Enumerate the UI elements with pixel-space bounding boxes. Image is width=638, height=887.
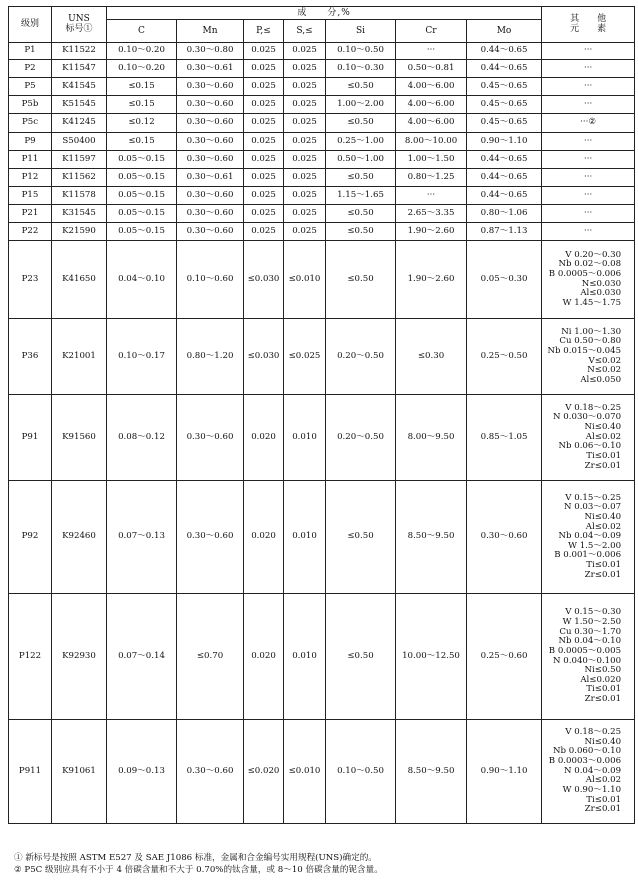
cell-si: ≤0.50 (326, 114, 396, 133)
cell-p: 0.025 (244, 205, 284, 223)
cell-si: ≤0.50 (326, 78, 396, 96)
other-element-line: Al≤0.020 (580, 674, 622, 685)
other-element-line: V 0.20～0.30 (565, 249, 622, 260)
other-element-line: ··· (583, 62, 593, 73)
cell-grade: P911 (9, 720, 52, 824)
cell-mn: 0.30～0.61 (177, 60, 244, 78)
cell-cr: 4.00～6.00 (396, 114, 467, 133)
other-element-line: Al≤0.02 (585, 431, 622, 442)
other-element-line: Ti≤0.01 (586, 560, 622, 571)
cell-si: 1.00～2.00 (326, 96, 396, 114)
cell-mn: 0.30～0.60 (177, 96, 244, 114)
cell-mn: ≤0.70 (177, 594, 244, 720)
cell-p: 0.025 (244, 133, 284, 151)
cell-cr: ≤0.30 (396, 319, 467, 395)
cell-p: 0.025 (244, 96, 284, 114)
cell-si: 0.10～0.50 (326, 720, 396, 824)
column-header: Cr (396, 20, 467, 43)
cell-si: 0.25～1.00 (326, 133, 396, 151)
cell-other-elements (542, 169, 635, 187)
cell-grade: P1 (9, 43, 52, 60)
cell-other-elements (542, 78, 635, 96)
cell-si: 0.20～0.50 (326, 395, 396, 481)
cell-c: 0.10～0.20 (107, 60, 177, 78)
cell-mn: 0.30～0.60 (177, 223, 244, 241)
cell-c: 0.05～0.15 (107, 169, 177, 187)
cell-p: 0.025 (244, 151, 284, 169)
cell-cr: 4.00～6.00 (396, 96, 467, 114)
other-element-line: Nb 0.02～0.08 (558, 259, 622, 270)
cell-si: 0.50～1.00 (326, 151, 396, 169)
cell-mo: 0.85～1.05 (467, 395, 542, 481)
cell-mo: 0.44～0.65 (467, 43, 542, 60)
table-row (9, 481, 635, 594)
cell-cr: ··· (396, 43, 467, 60)
header-grade: 级别 (9, 7, 52, 43)
cell-p: 0.020 (244, 481, 284, 594)
cell-s: 0.025 (284, 114, 326, 133)
cell-mo: 0.05～0.30 (467, 241, 542, 319)
cell-grade: P11 (9, 151, 52, 169)
cell-si: ≤0.50 (326, 169, 396, 187)
cell-mn: 0.80～1.20 (177, 319, 244, 395)
other-element-line: Ni≤0.40 (584, 736, 622, 747)
other-element-line: ··· (583, 45, 593, 56)
other-element-line: W 1.50～2.50 (562, 617, 622, 627)
cell-p: ≤0.020 (244, 720, 284, 824)
cell-mn: 0.10～0.60 (177, 241, 244, 319)
table-body (9, 43, 635, 824)
cell-s: 0.025 (284, 205, 326, 223)
cell-si: ≤0.50 (326, 205, 396, 223)
cell-uns: K41650 (52, 241, 107, 319)
cell-s: 0.010 (284, 395, 326, 481)
cell-cr: 1.90～2.60 (396, 223, 467, 241)
other-element-line: W 1.5～2.00 (568, 540, 622, 551)
cell-cr: 4.00～6.00 (396, 78, 467, 96)
table-row (9, 114, 635, 133)
cell-other-elements (542, 319, 635, 395)
other-element-line: Nb 0.060～0.10 (553, 746, 622, 757)
cell-other-elements (542, 720, 635, 824)
cell-c: ≤0.15 (107, 78, 177, 96)
header-other-bottom: 元 素 (570, 23, 607, 34)
cell-grade: P91 (9, 395, 52, 481)
cell-s: 0.025 (284, 169, 326, 187)
cell-other-elements (542, 133, 635, 151)
cell-uns: K11562 (52, 169, 107, 187)
other-element-line: N 0.04～0.09 (563, 765, 622, 776)
cell-grade: P21 (9, 205, 52, 223)
other-element-line: ··· (583, 171, 593, 182)
cell-uns: K41245 (52, 114, 107, 133)
table-header (9, 7, 635, 43)
cell-cr: 0.80～1.25 (396, 169, 467, 187)
cell-other-elements (542, 60, 635, 78)
cell-s: 0.025 (284, 78, 326, 96)
other-element-line: V≤0.02 (588, 355, 622, 366)
other-element-line: Zr≤0.01 (584, 694, 622, 704)
cell-uns: K31545 (52, 205, 107, 223)
cell-mn: 0.30～0.60 (177, 481, 244, 594)
cell-grade: P5c (9, 114, 52, 133)
cell-mo: 0.90～1.10 (467, 133, 542, 151)
other-element-line: Cu 0.30～1.70 (559, 626, 622, 637)
table-row (9, 133, 635, 151)
other-element-line: ···② (580, 117, 597, 128)
cell-s: 0.025 (284, 60, 326, 78)
cell-p: 0.025 (244, 78, 284, 96)
cell-other-elements (542, 96, 635, 114)
other-element-line: N 0.040～0.100 (553, 655, 622, 666)
cell-cr: 8.00～9.50 (396, 395, 467, 481)
other-element-line: Al≤0.030 (580, 288, 622, 299)
composition-table (8, 6, 635, 824)
footnotes (14, 852, 634, 877)
cell-mo: 0.44～0.65 (467, 60, 542, 78)
cell-s: ≤0.010 (284, 720, 326, 824)
other-element-line: Al≤0.02 (585, 775, 622, 786)
other-element-line: Al≤0.050 (580, 374, 622, 385)
other-element-line: ··· (583, 98, 593, 109)
cell-other-elements (542, 481, 635, 594)
cell-s: 0.025 (284, 151, 326, 169)
cell-other-elements (542, 187, 635, 205)
cell-mo: 0.44～0.65 (467, 169, 542, 187)
cell-c: 0.05～0.15 (107, 187, 177, 205)
footnote-1: ① 新标号是按照 ASTM E527 及 SAE J1086 标准，金属和合金编号实用规程(UNS)确定的。 (14, 853, 377, 863)
cell-p: 0.025 (244, 114, 284, 133)
cell-grade: P5 (9, 78, 52, 96)
cell-c: ≤0.12 (107, 114, 177, 133)
cell-c: 0.04～0.10 (107, 241, 177, 319)
other-element-line: B 0.0005～0.005 (548, 645, 622, 656)
cell-p: 0.020 (244, 395, 284, 481)
cell-s: 0.025 (284, 133, 326, 151)
cell-uns: K51545 (52, 96, 107, 114)
cell-mo: 0.87～1.13 (467, 223, 542, 241)
cell-other-elements (542, 241, 635, 319)
cell-uns: K91560 (52, 395, 107, 481)
other-element-line: N≤0.030 (581, 278, 622, 289)
other-element-line: ··· (583, 135, 593, 146)
cell-grade: P12 (9, 169, 52, 187)
other-element-line: Nb 0.015～0.045 (547, 345, 622, 356)
cell-mn: 0.30～0.60 (177, 114, 244, 133)
cell-si: 0.20～0.50 (326, 319, 396, 395)
other-element-line: V 0.15～0.30 (565, 607, 622, 618)
cell-mn: 0.30～0.61 (177, 169, 244, 187)
other-element-line: Al≤0.02 (585, 521, 622, 532)
cell-cr: 0.50～0.81 (396, 60, 467, 78)
cell-other-elements (542, 223, 635, 241)
cell-cr: ··· (396, 187, 467, 205)
cell-mn: 0.30～0.60 (177, 395, 244, 481)
cell-si: ≤0.50 (326, 223, 396, 241)
cell-c: 0.05～0.15 (107, 205, 177, 223)
cell-mo: 0.44～0.65 (467, 187, 542, 205)
cell-si: 1.15～1.65 (326, 187, 396, 205)
table-row (9, 78, 635, 96)
column-header: Si (326, 20, 396, 43)
cell-cr: 8.50～9.50 (396, 720, 467, 824)
cell-s: 0.025 (284, 43, 326, 60)
cell-c: 0.10～0.20 (107, 43, 177, 60)
cell-grade: P15 (9, 187, 52, 205)
other-element-line: Nb 0.04～0.10 (558, 636, 622, 647)
header-uns (52, 7, 107, 43)
table-row (9, 43, 635, 60)
cell-mn: 0.30～0.80 (177, 43, 244, 60)
cell-c: ≤0.15 (107, 133, 177, 151)
cell-p: 0.025 (244, 223, 284, 241)
cell-other-elements (542, 43, 635, 60)
other-element-line: B 0.0005～0.006 (548, 268, 622, 279)
cell-mo: 0.30～0.60 (467, 481, 542, 594)
cell-s: ≤0.025 (284, 319, 326, 395)
cell-uns: K11597 (52, 151, 107, 169)
cell-c: ≤0.15 (107, 96, 177, 114)
cell-cr: 10.00～12.50 (396, 594, 467, 720)
column-header: Mn (177, 20, 244, 43)
cell-uns: K11547 (52, 60, 107, 78)
footnote-2: ② P5C 级别应具有不小于 4 倍碳含量和不大于 0.70%的钛含量，或 8～10 倍碳含量的铌含量。 (14, 865, 383, 876)
cell-mo: 0.25～0.60 (467, 594, 542, 720)
cell-other-elements (542, 395, 635, 481)
other-element-line: V 0.18～0.25 (565, 727, 622, 738)
column-header: P,≤ (244, 20, 284, 43)
cell-mn: 0.30～0.60 (177, 151, 244, 169)
cell-s: ≤0.010 (284, 241, 326, 319)
cell-grade: P23 (9, 241, 52, 319)
cell-c: 0.10～0.17 (107, 319, 177, 395)
table-row (9, 96, 635, 114)
table-row (9, 594, 635, 720)
cell-mn: 0.30～0.60 (177, 720, 244, 824)
cell-mo: 0.90～1.10 (467, 720, 542, 824)
cell-mn: 0.30～0.60 (177, 205, 244, 223)
cell-other-elements (542, 114, 635, 133)
cell-s: 0.025 (284, 223, 326, 241)
cell-uns: K11578 (52, 187, 107, 205)
other-element-line: W 0.90～1.10 (562, 784, 622, 795)
other-element-line: V 0.18～0.25 (565, 402, 622, 413)
table-row (9, 187, 635, 205)
cell-mo: 0.45～0.65 (467, 78, 542, 96)
cell-c: 0.08～0.12 (107, 395, 177, 481)
cell-mo: 0.25～0.50 (467, 319, 542, 395)
cell-uns: K92930 (52, 594, 107, 720)
cell-mo: 0.44～0.65 (467, 151, 542, 169)
header-composition: 成 分,% (107, 7, 542, 20)
cell-uns: K21001 (52, 319, 107, 395)
cell-uns: K41545 (52, 78, 107, 96)
other-element-line: Ti≤0.01 (586, 450, 622, 461)
other-element-line: Nb 0.06～0.10 (558, 441, 622, 452)
cell-cr: 1.00～1.50 (396, 151, 467, 169)
cell-grade: P92 (9, 481, 52, 594)
cell-p: ≤0.030 (244, 319, 284, 395)
other-element-line: N 0.030～0.070 (553, 412, 622, 423)
cell-mn: 0.30～0.60 (177, 133, 244, 151)
other-element-line: Ni≤0.40 (584, 422, 622, 433)
other-element-line: Zr≤0.01 (584, 569, 622, 580)
cell-p: 0.025 (244, 169, 284, 187)
cell-si: ≤0.50 (326, 241, 396, 319)
cell-si: ≤0.50 (326, 481, 396, 594)
cell-cr: 8.50～9.50 (396, 481, 467, 594)
header-uns-label: UNS (68, 14, 90, 25)
cell-uns: K92460 (52, 481, 107, 594)
header-uns-sub: 标号① (65, 23, 93, 34)
cell-other-elements (542, 151, 635, 169)
cell-p: 0.020 (244, 594, 284, 720)
cell-other-elements (542, 205, 635, 223)
cell-cr: 8.00～10.00 (396, 133, 467, 151)
cell-c: 0.05～0.15 (107, 223, 177, 241)
cell-uns: K91061 (52, 720, 107, 824)
cell-cr: 1.90～2.60 (396, 241, 467, 319)
cell-grade: P9 (9, 133, 52, 151)
other-element-line: B 0.0003～0.006 (548, 756, 622, 767)
cell-mo: 0.80～1.06 (467, 205, 542, 223)
cell-s: 0.010 (284, 481, 326, 594)
other-element-line: N≤0.02 (587, 365, 622, 376)
cell-grade: P122 (9, 594, 52, 720)
cell-c: 0.07～0.13 (107, 481, 177, 594)
cell-s: 0.025 (284, 96, 326, 114)
cell-uns: S50400 (52, 133, 107, 151)
other-element-line: W 1.45～1.75 (562, 297, 622, 308)
cell-c: 0.09～0.13 (107, 720, 177, 824)
table-row (9, 205, 635, 223)
cell-other-elements (542, 594, 635, 720)
cell-p: 0.025 (244, 43, 284, 60)
cell-mo: 0.45～0.65 (467, 114, 542, 133)
cell-cr: 2.65～3.35 (396, 205, 467, 223)
cell-uns: K21590 (52, 223, 107, 241)
other-element-line: ··· (583, 80, 593, 91)
other-element-line: Ni≤0.40 (584, 511, 622, 522)
column-header: C (107, 20, 177, 43)
other-element-line: Nb 0.04～0.09 (558, 531, 622, 542)
cell-si: 0.10～0.50 (326, 43, 396, 60)
other-element-line: B 0.001～0.006 (554, 550, 622, 561)
cell-p: 0.025 (244, 187, 284, 205)
other-element-line: N 0.03～0.07 (563, 502, 622, 513)
other-element-line: Ni≤0.50 (584, 665, 622, 676)
cell-si: ≤0.50 (326, 594, 396, 720)
cell-grade: P36 (9, 319, 52, 395)
cell-s: 0.025 (284, 187, 326, 205)
cell-mn: 0.30～0.60 (177, 78, 244, 96)
table-row (9, 223, 635, 241)
other-element-line: ··· (583, 207, 593, 218)
header-other-top: 其 他 (570, 14, 607, 25)
other-element-line: Ti≤0.01 (586, 684, 622, 695)
other-element-line: Cu 0.50～0.80 (559, 336, 622, 347)
table-row (9, 395, 635, 481)
cell-p: ≤0.030 (244, 241, 284, 319)
other-element-line: V 0.15～0.25 (565, 492, 622, 503)
other-element-line: Ti≤0.01 (586, 794, 622, 805)
header-other-elements (542, 7, 635, 43)
cell-mn: 0.30～0.60 (177, 187, 244, 205)
table-row (9, 60, 635, 78)
other-element-line: ··· (583, 189, 593, 200)
table-row (9, 241, 635, 319)
table-row (9, 169, 635, 187)
other-element-line: Zr≤0.01 (584, 460, 622, 471)
other-element-line: Zr≤0.01 (584, 804, 622, 815)
cell-si: 0.10～0.30 (326, 60, 396, 78)
cell-s: 0.010 (284, 594, 326, 720)
other-element-line: ··· (583, 225, 593, 236)
column-header: Mo (467, 20, 542, 43)
cell-mo: 0.45～0.65 (467, 96, 542, 114)
table-row (9, 151, 635, 169)
other-element-line: ··· (583, 153, 593, 164)
cell-grade: P5b (9, 96, 52, 114)
cell-p: 0.025 (244, 60, 284, 78)
cell-uns: K11522 (52, 43, 107, 60)
cell-grade: P22 (9, 223, 52, 241)
cell-c: 0.05～0.15 (107, 151, 177, 169)
table-row (9, 720, 635, 824)
column-header: S,≤ (284, 20, 326, 43)
other-element-line: Ni 1.00～1.30 (561, 326, 622, 337)
table-row (9, 319, 635, 395)
cell-c: 0.07～0.14 (107, 594, 177, 720)
cell-grade: P2 (9, 60, 52, 78)
